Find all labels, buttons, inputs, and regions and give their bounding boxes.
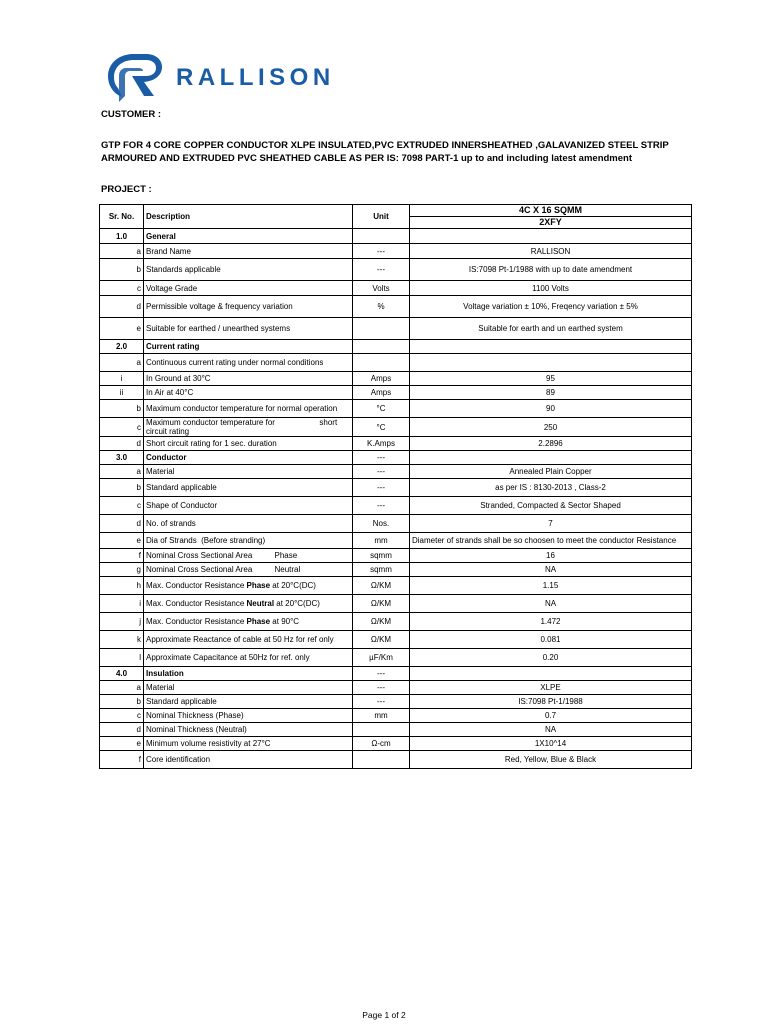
rallison-swirl-icon <box>104 50 164 106</box>
row-unit: Ω/KM <box>353 577 410 595</box>
row-sr-no: 3.0 <box>100 451 144 465</box>
desc-text: Max. Conductor Resistance <box>146 581 247 590</box>
row-unit <box>353 229 410 244</box>
row-sr-no: f <box>100 751 144 769</box>
row-description: Suitable for earthed / unearthed systems <box>144 318 353 340</box>
row-value: Voltage variation ± 10%, Freqency variation ± 5% <box>410 296 692 318</box>
table-row <box>100 418 692 437</box>
row-sr-no: a <box>100 681 144 695</box>
page-number: Page 1 of 2 <box>362 1010 406 1020</box>
row-sr-no: i <box>100 372 144 386</box>
table-row <box>100 681 692 695</box>
table-row <box>100 497 692 515</box>
row-value: 7 <box>410 515 692 533</box>
row-value: NA <box>410 595 692 613</box>
row-sr-no: 2.0 <box>100 340 144 354</box>
table-row <box>100 296 692 318</box>
desc-text: Max. Conductor Resistance <box>146 599 247 608</box>
row-unit <box>353 723 410 737</box>
row-value: NA <box>410 563 692 577</box>
row-description: Dia of Strands (Before stranding) <box>144 533 353 549</box>
table-row <box>100 465 692 479</box>
table-row <box>100 751 692 769</box>
row-unit: --- <box>353 244 410 259</box>
table-header-row <box>100 205 692 229</box>
row-unit: Ω/KM <box>353 613 410 631</box>
row-value: 0.7 <box>410 709 692 723</box>
row-description: Approximate Reactance of cable at 50 Hz for ref only <box>144 631 353 649</box>
row-unit: mm <box>353 533 410 549</box>
row-value: 89 <box>410 386 692 400</box>
row-sr-no: b <box>100 400 144 418</box>
row-value: 2.2896 <box>410 437 692 451</box>
header-type: 2XFY <box>539 217 562 227</box>
row-sr-no: j <box>100 613 144 631</box>
table-row <box>100 631 692 649</box>
section-row <box>100 340 692 354</box>
row-value: 0.081 <box>410 631 692 649</box>
row-unit: Amps <box>353 386 410 400</box>
row-value: Annealed Plain Copper <box>410 465 692 479</box>
row-sr-no: a <box>100 465 144 479</box>
row-description <box>144 577 353 595</box>
row-sr-no: 1.0 <box>100 229 144 244</box>
brand-name: RALLISON <box>176 64 335 91</box>
table-row <box>100 613 692 631</box>
row-unit: --- <box>353 695 410 709</box>
header-value <box>410 205 692 229</box>
row-value: 16 <box>410 549 692 563</box>
row-sr-no: c <box>100 497 144 515</box>
row-description: Permissible voltage & frequency variation <box>144 296 353 318</box>
table-row <box>100 563 692 577</box>
header-size: 4C X 16 SQMM <box>410 205 691 217</box>
row-description: Maximum conductor temperature for short circuit rating <box>144 418 353 437</box>
row-unit: --- <box>353 465 410 479</box>
row-description: Nominal Thickness (Phase) <box>144 709 353 723</box>
row-value: NA <box>410 723 692 737</box>
row-sr-no: d <box>100 515 144 533</box>
row-sr-no: a <box>100 244 144 259</box>
row-description: Current rating <box>144 340 353 354</box>
row-value: Diameter of strands shall be so choosen to meet the conductor Resistance <box>410 533 692 549</box>
row-value: as per IS : 8130-2013 , Class-2 <box>410 479 692 497</box>
document-title <box>101 139 669 165</box>
row-description: Nominal Cross Sectional Area Neutral <box>144 563 353 577</box>
table-row <box>100 372 692 386</box>
row-unit <box>353 318 410 340</box>
desc-emphasis: Neutral <box>246 599 275 608</box>
row-unit: Amps <box>353 372 410 386</box>
table-row <box>100 709 692 723</box>
desc-text: at 20°C(DC) <box>270 581 316 590</box>
table-row <box>100 318 692 340</box>
row-unit: Ω/KM <box>353 631 410 649</box>
table-row <box>100 354 692 372</box>
row-description: Maximum conductor temperature for normal operation <box>144 400 353 418</box>
row-description: Material <box>144 681 353 695</box>
row-description: Nominal Thickness (Neutral) <box>144 723 353 737</box>
row-unit: % <box>353 296 410 318</box>
row-unit: °C <box>353 418 410 437</box>
title-line: GTP FOR 4 CORE COPPER CONDUCTOR XLPE INSULATED,PVC EXTRUDED INNERSHEATHED ,GALAVANIZED STEEL STRIP <box>101 140 669 151</box>
row-sr-no: l <box>100 649 144 667</box>
row-sr-no: d <box>100 437 144 451</box>
row-value <box>410 340 692 354</box>
table-row <box>100 577 692 595</box>
row-value <box>410 451 692 465</box>
row-value <box>410 229 692 244</box>
row-value: RALLISON <box>410 244 692 259</box>
row-sr-no: d <box>100 296 144 318</box>
row-value: 1X10^14 <box>410 737 692 751</box>
row-description <box>144 595 353 613</box>
row-unit: --- <box>353 451 410 465</box>
row-value <box>410 667 692 681</box>
row-unit: sqmm <box>353 563 410 577</box>
project-label: PROJECT : <box>101 184 152 195</box>
row-unit: Nos. <box>353 515 410 533</box>
row-description: Core identification <box>144 751 353 769</box>
row-sr-no: k <box>100 631 144 649</box>
row-unit: K.Amps <box>353 437 410 451</box>
row-unit: Ω-cm <box>353 737 410 751</box>
row-value: 0.20 <box>410 649 692 667</box>
gtp-table <box>99 204 692 769</box>
desc-text: Max. Conductor Resistance <box>146 617 247 626</box>
table-row <box>100 649 692 667</box>
row-unit: --- <box>353 259 410 281</box>
row-sr-no: g <box>100 563 144 577</box>
desc-emphasis: Phase <box>246 581 271 590</box>
row-unit: --- <box>353 667 410 681</box>
row-description: Shape of Conductor <box>144 497 353 515</box>
row-sr-no: f <box>100 549 144 563</box>
row-unit <box>353 751 410 769</box>
row-description: Nominal Cross Sectional Area Phase <box>144 549 353 563</box>
row-sr-no: b <box>100 479 144 497</box>
table-row <box>100 737 692 751</box>
table-row <box>100 533 692 549</box>
row-sr-no: c <box>100 709 144 723</box>
title-line: ARMOURED AND EXTRUDED PVC SHEATHED CABLE AS PER IS: 7098 PART-1 up to and including latest amendment <box>101 153 633 164</box>
row-sr-no: e <box>100 318 144 340</box>
table-row <box>100 437 692 451</box>
row-value: Suitable for earth and un earthed system <box>410 318 692 340</box>
row-description: General <box>144 229 353 244</box>
row-value: XLPE <box>410 681 692 695</box>
section-row <box>100 667 692 681</box>
table-row <box>100 479 692 497</box>
row-description: Voltage Grade <box>144 281 353 296</box>
row-value: 95 <box>410 372 692 386</box>
row-value: 250 <box>410 418 692 437</box>
row-value <box>410 354 692 372</box>
row-sr-no: h <box>100 577 144 595</box>
row-value: 1.15 <box>410 577 692 595</box>
row-unit: µF/Km <box>353 649 410 667</box>
row-unit: sqmm <box>353 549 410 563</box>
row-unit <box>353 340 410 354</box>
table-row <box>100 549 692 563</box>
table-row <box>100 244 692 259</box>
row-unit: mm <box>353 709 410 723</box>
row-description: Brand Name <box>144 244 353 259</box>
customer-label: CUSTOMER : <box>101 109 161 120</box>
row-sr-no: 4.0 <box>100 667 144 681</box>
section-row <box>100 451 692 465</box>
row-description: Continuous current rating under normal conditions <box>144 354 353 372</box>
row-description: No. of strands <box>144 515 353 533</box>
desc-text: at 90°C <box>270 617 300 626</box>
row-value: Red, Yellow, Blue & Black <box>410 751 692 769</box>
row-unit: --- <box>353 681 410 695</box>
header-description: Description <box>144 205 353 229</box>
row-sr-no: i <box>100 595 144 613</box>
table-row <box>100 259 692 281</box>
table-row <box>100 595 692 613</box>
row-sr-no: e <box>100 737 144 751</box>
row-sr-no: ii <box>100 386 144 400</box>
row-unit: Ω/KM <box>353 595 410 613</box>
row-description <box>144 613 353 631</box>
row-description: Approximate Capacitance at 50Hz for ref. only <box>144 649 353 667</box>
row-description: Standard applicable <box>144 479 353 497</box>
row-unit: Volts <box>353 281 410 296</box>
table-row <box>100 515 692 533</box>
row-unit: --- <box>353 479 410 497</box>
row-description: Insulation <box>144 667 353 681</box>
row-unit: °C <box>353 400 410 418</box>
desc-text: at 20°C(DC) <box>274 599 320 608</box>
row-unit: --- <box>353 497 410 515</box>
row-description: Standards applicable <box>144 259 353 281</box>
row-sr-no: c <box>100 418 144 437</box>
desc-emphasis: Phase <box>246 617 271 626</box>
row-value: IS:7098 Pt-1/1988 <box>410 695 692 709</box>
table-row <box>100 400 692 418</box>
row-value: 1100 Volts <box>410 281 692 296</box>
row-value: 90 <box>410 400 692 418</box>
row-sr-no: b <box>100 259 144 281</box>
row-description: Standard applicable <box>144 695 353 709</box>
header-unit: Unit <box>353 205 410 229</box>
row-value: Stranded, Compacted & Sector Shaped <box>410 497 692 515</box>
row-description: Conductor <box>144 451 353 465</box>
row-sr-no: d <box>100 723 144 737</box>
row-sr-no: b <box>100 695 144 709</box>
table-row <box>100 281 692 296</box>
row-unit <box>353 354 410 372</box>
row-value: IS:7098 Pt-1/1988 with up to date amendment <box>410 259 692 281</box>
row-value: 1.472 <box>410 613 692 631</box>
table-row <box>100 695 692 709</box>
header-sr-no: Sr. No. <box>100 205 144 229</box>
row-sr-no: e <box>100 533 144 549</box>
row-description: In Air at 40°C <box>144 386 353 400</box>
row-description: In Ground at 30°C <box>144 372 353 386</box>
row-description: Short circuit rating for 1 sec. duration <box>144 437 353 451</box>
section-row <box>100 229 692 244</box>
table-row <box>100 386 692 400</box>
row-description: Material <box>144 465 353 479</box>
row-description: Minimum volume resistivity at 27°C <box>144 737 353 751</box>
table-row <box>100 723 692 737</box>
row-sr-no: c <box>100 281 144 296</box>
row-sr-no: a <box>100 354 144 372</box>
